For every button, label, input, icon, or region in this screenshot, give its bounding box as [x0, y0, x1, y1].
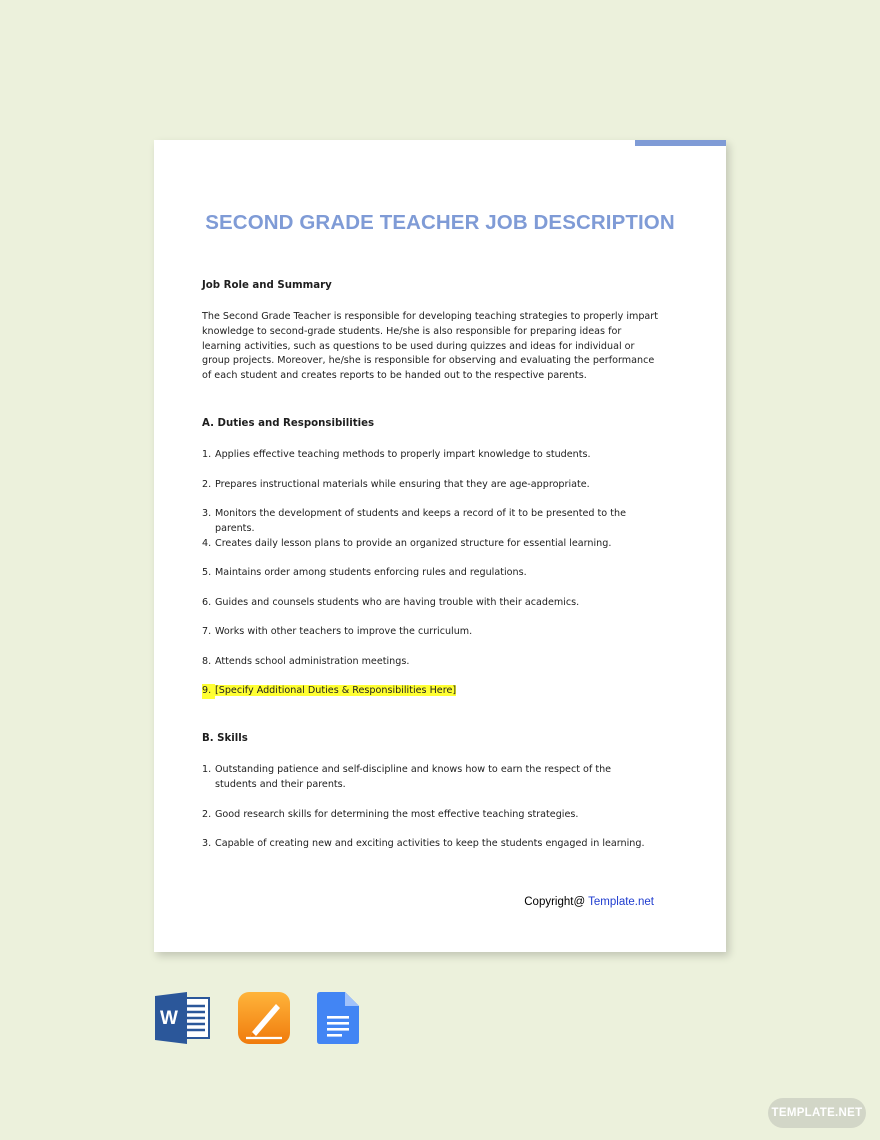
template-link[interactable]: Template.net	[588, 896, 654, 908]
duty-item: 5. Maintains order among students enforcing rules and regulations.	[202, 567, 527, 578]
duties-heading: A. Duties and Responsibilities	[202, 418, 375, 429]
copyright-notice	[524, 896, 654, 908]
duty-item: 1. Applies effective teaching methods to properly impart knowledge to students.	[202, 449, 591, 460]
duty-item: 2. Prepares instructional materials while ensuring that they are age-appropriate.	[202, 478, 590, 490]
pages-icon[interactable]	[238, 992, 290, 1044]
document-page	[154, 140, 726, 952]
word-icon[interactable]	[155, 992, 211, 1044]
duty-item: 3. Monitors the development of students and keeps a record of it to be presented to the parents.	[202, 508, 626, 534]
accent-bar	[635, 140, 726, 146]
duty-item-placeholder: 9. [Specify Additional Duties & Responsibilities Here]	[202, 684, 654, 699]
duty-item: 7. Works with other teachers to improve the curriculum.	[202, 626, 473, 637]
svg-text:W: W	[160, 1008, 178, 1029]
document-title: SECOND GRADE TEACHER JOB DESCRIPTION	[205, 211, 675, 234]
skill-item: 3. Capable of creating new and exciting activities to keep the students engaged in learning.	[202, 838, 645, 849]
copyright-text: Copyright@	[524, 896, 589, 908]
summary-heading: Job Role and Summary	[202, 280, 332, 291]
duty-item: 8. Attends school administration meetings.	[202, 655, 410, 667]
template-watermark: TEMPLATE.NET	[768, 1098, 866, 1128]
google-docs-icon[interactable]	[317, 992, 359, 1044]
duty-item: 6. Guides and counsels students who are having trouble with their academics.	[202, 596, 580, 608]
skill-item: 1. Outstanding patience and self-discipline and knows how to earn the respect of the students and their parents.	[202, 764, 612, 790]
placeholder-highlight: [Specify Additional Duties & Responsibilities Here]	[215, 685, 457, 696]
skills-heading: B. Skills	[202, 733, 248, 744]
skill-item: 2. Good research skills for determining the most effective teaching strategies.	[202, 808, 579, 820]
summary-paragraph: The Second Grade Teacher is responsible for developing teaching strategies to properly impart knowledge to second-grade students. He/she is also responsible for preparing ideas for learning activities, such as questions to be used during quizzes and ideas for individual or group projects. Moreover, he/she is responsible for observing and evaluating the performance of each student and creates reports to be handed out to the respective parents.	[202, 311, 659, 382]
duty-item: 4. Creates daily lesson plans to provide an organized structure for essential learning.	[202, 537, 612, 549]
